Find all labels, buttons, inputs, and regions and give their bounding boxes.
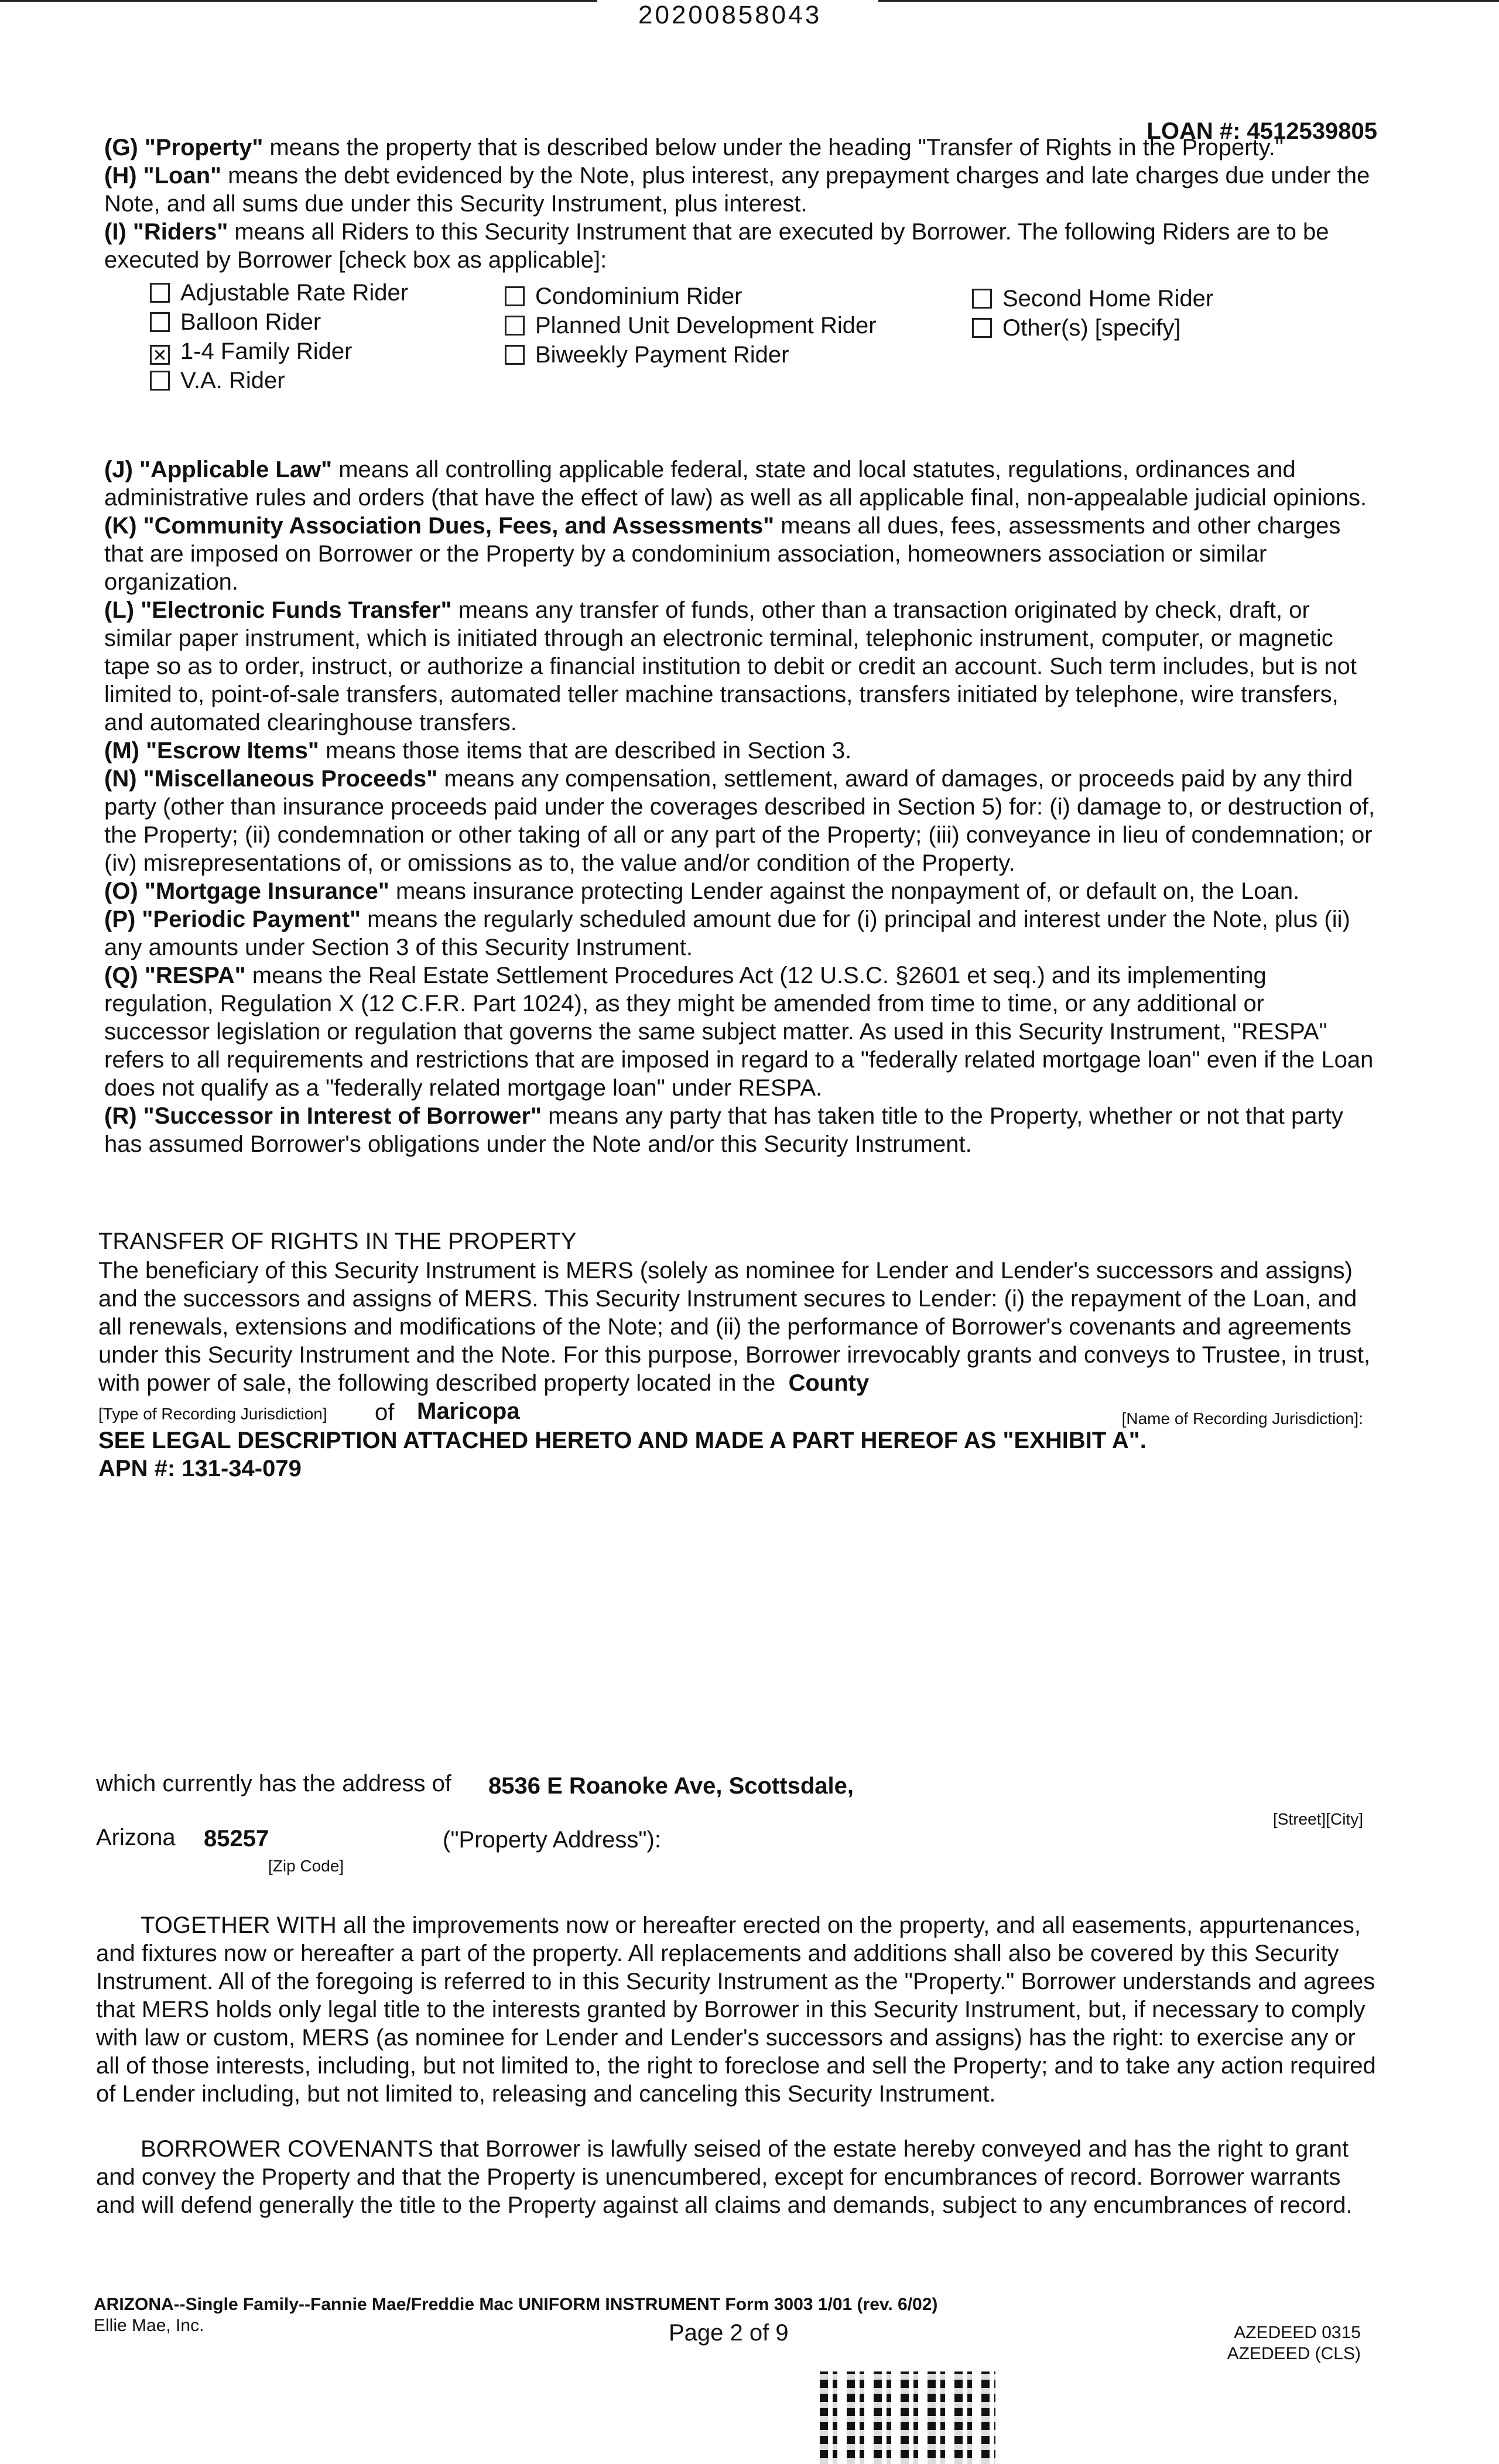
definition-m: (M) "Escrow Items" means those items that are described in Section 3.	[104, 738, 852, 764]
type-jurisdiction-label: [Type of Recording Jurisdiction]	[98, 1405, 327, 1423]
definition-h: (H) "Loan" means the debt evidenced by the Note, plus interest, any prepayment charges and late charges due under the Note, and all sums due under this Security Instrument, plus interest.	[104, 163, 1370, 217]
checkbox[interactable]	[505, 286, 525, 306]
address-intro: which currently has the address of	[96, 1771, 451, 1796]
rider-adjustable-rate: Adjustable Rate Rider	[150, 279, 408, 307]
name-jurisdiction-label: [Name of Recording Jurisdiction]:	[1121, 1409, 1363, 1428]
rider-planned-unit: Planned Unit Development Rider	[505, 312, 877, 340]
definition-l: (L) "Electronic Funds Transfer" means any transfer of funds, other than a transaction originated by check, draft, or similar paper instrument, which is initiated through an electronic terminal, telephonic instrument, computer, or magnetic tape so as to order, instruct, or authorize a financial institution to debit or credit an account. Such term includes, but is not limited to, point-of-sale transfers, automated teller machine transactions, transfers initiated by telephone, wire transfers, and automated clearinghouse transfers.	[104, 597, 1357, 735]
zip-code: 85257	[204, 1826, 269, 1852]
form-code-2: AZEDEED (CLS)	[1227, 2344, 1361, 2363]
checkbox[interactable]	[972, 318, 992, 338]
zip-code-label: [Zip Code]	[268, 1857, 344, 1875]
definitions-top	[104, 134, 1376, 274]
company-name: Ellie Mae, Inc.	[94, 2316, 204, 2335]
rider-va: V.A. Rider	[150, 367, 285, 395]
property-address-label: ("Property Address"):	[443, 1827, 661, 1853]
rider-biweekly-payment: Biweekly Payment Rider	[505, 341, 789, 369]
rider-other: Other(s) [specify]	[972, 314, 1181, 342]
state-name: Arizona	[96, 1825, 176, 1850]
checkbox[interactable]	[150, 283, 170, 303]
form-code-1: AZEDEED 0315	[1234, 2323, 1361, 2342]
checkbox[interactable]	[972, 289, 992, 309]
rider-condominium: Condominium Rider	[505, 282, 742, 310]
definition-g: (G) "Property" means the property that is described below under the heading "Transfer of Rights in the Property."	[104, 135, 1284, 160]
checkbox[interactable]	[150, 371, 170, 391]
definition-r: (R) "Successor in Interest of Borrower" means any party that has taken title to the Property, whether or not that party has assumed Borrower's obligations under the Note and/or this Security Instrument.	[104, 1103, 1343, 1157]
loan-number: LOAN #: 4512539805	[1147, 118, 1377, 144]
checkbox[interactable]	[505, 316, 525, 336]
rider-1-4-family: ✕ 1-4 Family Rider	[150, 337, 352, 365]
definition-q: (Q) "RESPA" means the Real Estate Settlement Procedures Act (12 U.S.C. §2601 et seq.) and its implementing regulation, Regulation X (12 C.F.R. Part 1024), as they might be amended from time to time, or any additional or successor legislation or regulation that governs the same subject matter. As used in this Security Instrument, "RESPA" refers to all requirements and restrictions that are imposed in regard to a "federally related mortgage loan" even if the Loan does not qualify as a "federally related mortgage loan" under RESPA.	[104, 963, 1374, 1101]
barcode-qr-code	[820, 2371, 995, 2464]
together-with-paragraph: TOGETHER WITH all the improvements now or hereafter erected on the property, and all easements, appurtenances, and fixtures now or hereafter a part of the property. All replacements and additions shall also be covered by this Security Instrument. All of the foregoing is referred to in this Security Instrument as the "Property." Borrower understands and agrees that MERS holds only legal title to the interests granted by Borrower in this Security Instrument, but, if necessary to comply with law or custom, MERS (as nominee for Lender and Lender's successors and assigns) has the right: to exercise any or all of those interests, including, but not limited to, the right to foreclose and sell the Property; and to take any action required of Lender including, but not limited to, releasing and canceling this Security Instrument.	[96, 1912, 1376, 2107]
definition-j: (J) "Applicable Law" means all controlling applicable federal, state and local statutes, regulations, ordinances and administrative rules and orders (that have the effect of law) as well as all applicable final, non-appealable judicial opinions.	[104, 457, 1367, 511]
borrower-covenants-paragraph: BORROWER COVENANTS that Borrower is lawfully seised of the estate hereby conveyed and has the right to grant and convey the Property and that the Property is unencumbered, except for encumbrances of record. Borrower warrants and will defend generally the title to the Property against all claims and demands, subject to any encumbrances of record.	[96, 2136, 1353, 2218]
checkbox[interactable]	[505, 345, 525, 365]
definition-n: (N) "Miscellaneous Proceeds" means any compensation, settlement, award of damages, or proceeds paid by any third party (other than insurance proceeds paid under the coverages described in Section 5) for: (i) damage to, or destruction of, the Property; (ii) condemnation or other taking of all or any part of the Property; (iii) conveyance in lieu of condemnation; or (iv) misrepresentations of, or omissions as to, the value and/or condition of the Property.	[104, 766, 1375, 876]
legal-description: SEE LEGAL DESCRIPTION ATTACHED HERETO AND MADE A PART HEREOF AS "EXHIBIT A".	[98, 1428, 1147, 1453]
street-city-label: [Street][City]	[1272, 1810, 1363, 1828]
definitions-list	[104, 456, 1376, 1158]
jurisdiction-name: Maricopa	[417, 1398, 520, 1424]
checkbox[interactable]	[150, 312, 170, 332]
street-address: 8536 E Roanoke Ave, Scottsdale,	[488, 1773, 854, 1799]
top-rule-left	[0, 0, 597, 2]
transfer-heading: TRANSFER OF RIGHTS IN THE PROPERTY	[98, 1228, 577, 1254]
definition-k: (K) "Community Association Dues, Fees, and Assessments" means all dues, fees, assessments and other charges that are imposed on Borrower or the Property by a condominium association, homeowners association or similar organization.	[104, 513, 1341, 595]
transfer-body: The beneficiary of this Security Instrument is MERS (solely as nominee for Lender and Lender's successors and assigns) and the successors and assigns of MERS. This Security Instrument secures to Lender: (i) the repayment of the Loan, and all renewals, extensions and modifications of the Note; and (ii) the performance of Borrower's covenants and agreements under this Security Instrument and the Note. For this purpose, Borrower irrevocably grants and conveys to Trustee, in trust, with power of sale, the following described property located in the County	[98, 1258, 1371, 1396]
definition-i: (I) "Riders" means all Riders to this Security Instrument that are executed by Borrower. The following Riders are to be executed by Borrower [check box as applicable]:	[104, 219, 1329, 273]
checkbox[interactable]: ✕	[150, 345, 170, 365]
document-number: 20200858043	[638, 1, 822, 29]
of-label: of	[375, 1399, 395, 1425]
apn-number: APN #: 131-34-079	[98, 1456, 302, 1481]
rider-second-home: Second Home Rider	[972, 285, 1213, 313]
form-identifier: ARIZONA--Single Family--Fannie Mae/Freddie Mac UNIFORM INSTRUMENT Form 3003 1/01 (rev. 6/02)	[94, 2295, 938, 2314]
top-rule-right	[878, 0, 1499, 2]
definition-o: (O) "Mortgage Insurance" means insurance protecting Lender against the nonpayment of, or default on, the Loan.	[104, 878, 1300, 904]
rider-balloon: Balloon Rider	[150, 308, 321, 336]
page-number: Page 2 of 9	[669, 2320, 789, 2346]
definition-p: (P) "Periodic Payment" means the regularly scheduled amount due for (i) principal and interest under the Note, plus (ii) any amounts under Section 3 of this Security Instrument.	[104, 906, 1350, 960]
county-value: County	[788, 1370, 870, 1396]
